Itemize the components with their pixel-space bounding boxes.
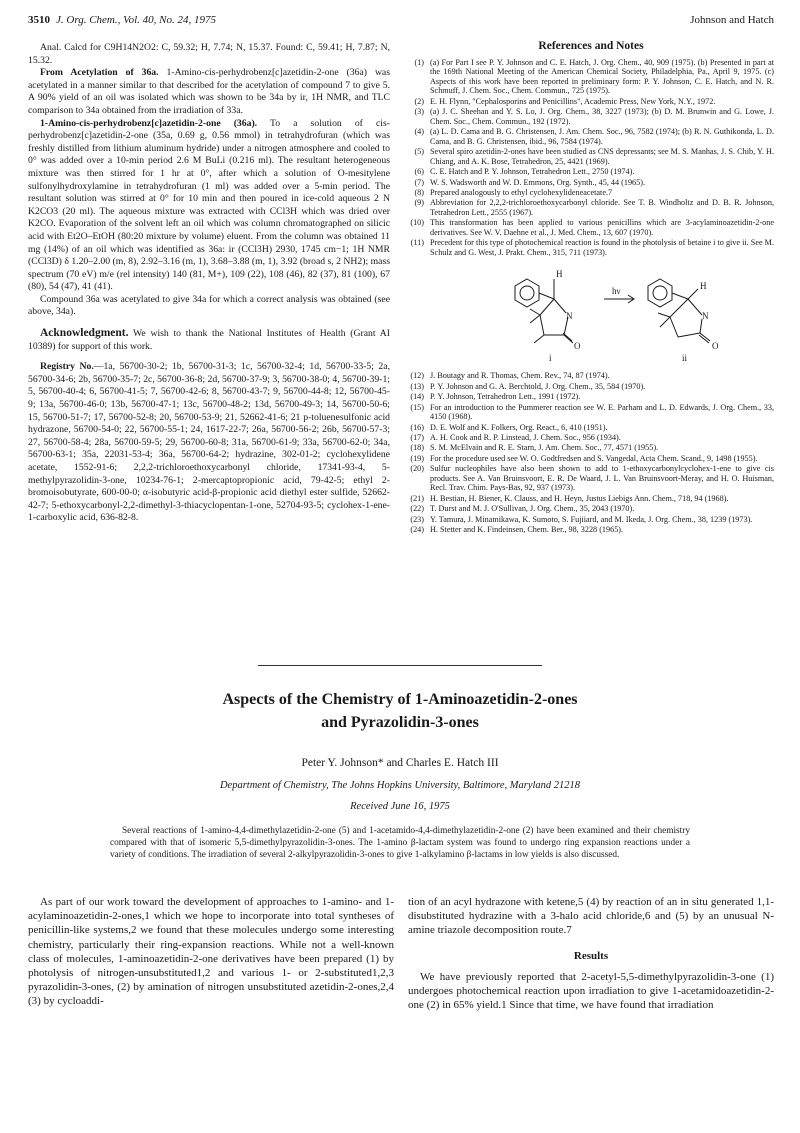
registry-heading: Registry No.	[40, 361, 94, 373]
reference-text: For an introduction to the Pummerer reaction see W. E. Parham and L. D. Edwards, J. Org. Chem., 33, 4150 (1968).	[430, 402, 774, 422]
reference-item	[408, 403, 774, 422]
reference-text: W. S. Wadsworth and W. D. Emmons, Org. Synth., 45, 44 (1965).	[430, 177, 646, 187]
article-abstract: Several reactions of 1-amino-4,4-dimethylazetidin-2-one (5) and 1-acetamido-4,4-dimethylazetidin-2-one (2) have been examined and their chemistry compared with that of isomeric 5,5-dimethylpyrazolidin-3-ones. The 1-amino β-lactam system was found to undergo ring expansion reactions under a variety of conditions. The irradiation of several 2-alkylpyrazolidin-3-ones to give 1-alkylamino β-lactams in low yields is also discussed.	[110, 826, 690, 861]
reference-text: (a) L. D. Cama and B. G. Christensen, J. Am. Chem. Soc., 96, 7582 (1974); (b) R. N. Guthikonda, L. D. Cama, and B. G. Christensen, ibid., 96, 7584 (1974).	[430, 127, 774, 146]
reference-item	[408, 382, 774, 392]
acetylation-text: 1-Amino-cis-perhydrobenz[c]azetidin-2-one (36a) was acetylated in a manner similar to that described for the acetylation of compound 7 to give 5. A 90% yield of an oil was isolated which was shown to be 34a by ir, 1H NMR, and TLC comparison to 34a obtained from the irradiation of 33a.	[28, 67, 391, 116]
reference-text: H. Bestian, H. Biener, K. Clauss, and H. Heyn, Justus Liebigs Ann. Chem., 718, 94 (1968).	[430, 493, 729, 503]
reference-item	[408, 97, 774, 107]
reference-text: Sulfur nucleophiles have also been shown to add to 1-ethoxycarbonylcyclohex-1-ene to give cis products. See A. Van Bruinsvoort, E. R. De Waard, J. L. Van Bruinsvoort-Meray, and H. O. Huisman, Recl. Trav. Chim. Pays-Bas, 92, 937 (1973).	[430, 464, 774, 493]
article-affiliation: Department of Chemistry, The Johns Hopkins University, Baltimore, Maryland 21218	[219, 780, 581, 791]
reference-number: (1)	[414, 57, 424, 67]
reference-list-b	[408, 371, 774, 534]
reference-text: Several spiro azetidin-2-ones have been studied as CNS depressants; see M. S. Manhas, J. S. Chib, Y. H. Chiang, and A. K. Bose, Tetrahedron, 25, 4421 (1969).	[430, 147, 774, 166]
reference-text: T. Durst and M. J. O'Sullivan, J. Org. Chem., 35, 2043 (1970).	[430, 504, 635, 514]
running-authors: Johnson and Hatch	[690, 14, 774, 26]
atom-n-ii: N	[702, 311, 709, 322]
experimental-column	[28, 42, 390, 525]
acetylation-paragraph	[28, 67, 390, 117]
article-title-line-1: Aspects of the Chemistry of 1-Aminoazetidin-2-ones	[222, 691, 578, 708]
reference-item	[408, 515, 774, 525]
references-column	[408, 42, 774, 535]
reference-item	[408, 525, 774, 535]
reference-number: (17)	[410, 432, 424, 442]
analysis-paragraph: Anal. Calcd for C9H14N2O2: C, 59.32; H, 7.74; N, 15.37. Found: C, 59.41; H, 7.87; N, 15.32.	[28, 42, 390, 66]
reference-text: For the procedure used see W. O. Godtfredsen and S. Vangedal, Acta Chem. Scand., 9, 1498 (1955).	[430, 453, 758, 463]
reference-item	[408, 58, 774, 96]
reference-number: (9)	[414, 198, 424, 208]
amino-paragraph	[28, 118, 390, 294]
reference-number: (11)	[410, 238, 424, 248]
reference-number: (24)	[410, 524, 424, 534]
reference-item	[408, 454, 774, 464]
article-divider	[258, 665, 542, 666]
reference-number: (23)	[410, 514, 424, 524]
reaction-scheme	[408, 267, 774, 363]
reference-item	[408, 371, 774, 381]
intro-continuation: tion of an acyl hydrazone with ketene,5 (4) by reaction of an in situ generated 1,1-disubstituted hydrazine with a 3-halo acid chloride,6 and (5) by an unusual N-amine triazole decomposition route.7	[408, 896, 774, 937]
reference-number: (3)	[414, 107, 424, 117]
reaction-scheme-svg	[408, 267, 774, 363]
results-paragraph: We have previously reported that 2-acetyl-5,5-dimethylpyrazolidin-3-one (1) undergoes photochemical reaction upon irradiation to give 1-acetamidoazetidin-2-one (2) in 65% yield.1 Since that time, we have found that irradiation	[408, 970, 774, 1012]
atom-n-i: N	[566, 311, 573, 322]
reference-item	[408, 127, 774, 146]
reference-text: Prepared analogously to ethyl cyclohexylideneacetate.7	[430, 187, 613, 197]
reference-text: This transformation has been applied to various penicillins which are 3-acylaminoazetidin-2-one derivatives. See W. V. Daehne et al., J. Med. Chem., 13, 607 (1970).	[430, 218, 774, 237]
reference-number: (14)	[410, 392, 424, 402]
article-title	[60, 688, 740, 734]
reference-number: (12)	[410, 371, 424, 381]
reference-number: (5)	[414, 147, 424, 157]
reference-text: (a) J. C. Sheehan and Y. S. Lo, J. Org. Chem., 38, 3227 (1973); (b) D. M. Brunwin and G. Lowe, J. Chem. Soc., Chem. Commun., 192 (1972).	[430, 107, 774, 126]
acknowledgment-heading: Acknowledgment.	[40, 327, 129, 340]
structure-label-i: i	[549, 353, 552, 364]
atom-h-ii: H	[700, 281, 707, 292]
compound-paragraph: Compound 36a was acetylated to give 34a for which a correct analysis was obtained (see above, 34a).	[28, 293, 390, 318]
amino-text: To a solution of cis-perhydrobenz[c]azetidin-2-one (35a, 0.69 g, 0.56 mmol) in tetrahydrofuran (which was freshly distilled from lithium aluminum hydride) under a nitrogen atmosphere and cooled to 0° was added over a 10-min period 2.6 M BuLi (0.216 ml). The resultant heterogeneous mixture was then stirred for 1 hr at 0°, after which a solution of O-mesitylene sulfonylhydroxylamine in tetrahydrofuran (1 ml) was added over a 5-min period. The resultant solution was stirred at 0° for 10 min and then poured in ice-cold aqueous 2 N K2CO3 (20 ml). The aqueous mixture was extracted with CCl3H which was dried over K2CO. Evaporation of the solvent left an oil which was column chromatographed on silicic acid with Et2O–EtOH (80:20 mixture by volume) eluent. From the column was obtained 11 mg (14%) of an oil which was identified as 36a: ir (CCl3H) 2930, 1745 cm−1; 1H NMR (CCl3D) δ 1.20–2.00 (m, 8), 2.92–3.16 (m, 1), 3.68–3.88 (m, 1), 3.92 (broad s, 2 NH2); mass spectrum (70 eV) m/e (rel intensity) 140 (81, M+), 109 (22), 108 (46), 82 (37), 81 (100), 67 (80), 54 (47), 41 (41).	[28, 117, 390, 293]
acetylation-heading: From Acetylation of 36a.	[40, 67, 159, 79]
reference-number: (13)	[410, 381, 424, 391]
reference-item	[408, 392, 774, 402]
reference-list-a	[408, 58, 774, 258]
article-authors: Peter Y. Johnson* and Charles E. Hatch III	[301, 757, 499, 769]
reference-item	[408, 188, 774, 198]
acknowledgment-paragraph	[28, 327, 390, 353]
atom-h-i: H	[556, 269, 563, 280]
article-title-line-2: and Pyrazolidin-3-ones	[321, 714, 479, 731]
reference-number: (6)	[414, 167, 424, 177]
reference-item	[408, 238, 774, 257]
reference-item	[408, 464, 774, 493]
reference-item	[408, 433, 774, 443]
amino-heading: 1-Amino-cis-perhydrobenz[c]azetidin-2-one (36a).	[40, 117, 258, 129]
reference-item	[408, 147, 774, 166]
reference-item	[408, 178, 774, 188]
results-heading: Results	[573, 949, 609, 962]
registry-text: —1a, 56700-30-2; 1b, 56700-31-3; 1c, 56700-32-4; 1d, 56700-33-5; 2a, 56700-34-6; 2b, 56700-35-7; 2c, 56700-36-8; 2d, 56700-37-9; 3, 56700-38-0; 4, 56700-39-1; 5, 56700-40-4; 6, 56700-41-5; 7, 56700-42-6; 8, 56700-43-7; 9, 56700-44-8; 12, 56700-45-9; 13a, 56700-46-0; 13b, 56700-47-1; 13c, 56700-48-2; 13d, 56700-49-3; 14, 56700-50-6; 15, 56700-51-7; 17, 56700-52-8; 20, 56700-53-9; 21, 52662-41-6; 21 p-toluenesulfonic acid hydrazone, 56700-54-0; 22, 56700-55-1; 24, 1617-22-7; 26a, 56700-56-2; 26b, 56700-57-3; 27, 56700-58-4; 28a, 56700-59-5; 29, 56700-60-8; 31a, 56700-61-9; 33a, 56700-62-0; 34a, 56700-63-1; 35a, 22031-53-4; 36a, 56700-64-2; hydrazine, 302-01-2; cyclohexylidene acetate, 1552-91-6; 2,2,2-trichloroethoxycarbonyl chloride, 17341-93-4, 5-methylpyrazolidin-3-one, 10234-76-1; 2-mercaptopropionic acid, 79-42-5; ethyl 2-bromoisobutyrate, 600-00-0; α-isobutyric acid-β-propionic acid diethyl ester sulfide, 52662-42-7; 5-ethoxycarbonyl-2,2-dimethyl-3-thiacyclopentan-1-one, 52704-93-5; cyclohex-1-ene-1-carboxylic acid, 636-82-8.	[28, 361, 390, 524]
reference-number: (16)	[410, 422, 424, 432]
reference-number: (21)	[410, 493, 424, 503]
reference-text: (a) For Part I see P. Y. Johnson and C. E. Hatch, J. Org. Chem., 40, 909 (1975). (b) Presented in part at the 169th National Meeting of the American Chemical Society, Philadelphia, Pa., April 9, 1975. (c) Aspects of this work have been reported in preliminary form: P. Y. Johnson, C. E. Hatch, and N. R. Schmuff, J. Chem. Soc., Chem. Commun., 725 (1975).	[430, 57, 774, 96]
reference-number: (8)	[414, 187, 424, 197]
phenyl-ring-i	[515, 279, 539, 307]
running-header	[28, 14, 774, 30]
reference-text: D. E. Wolf and K. Folkers, Org. React., 6, 410 (1951).	[430, 422, 608, 432]
reference-text: S. M. McElvain and R. E. Starn, J. Am. Chem. Soc., 77, 4571 (1955).	[430, 443, 659, 453]
phenyl-ring-ii	[648, 279, 672, 307]
reference-text: J. Boutagy and R. Thomas, Chem. Rev., 74, 87 (1974).	[430, 371, 610, 381]
reference-number: (2)	[414, 96, 424, 106]
acknowledgment-text: We wish to thank the National Institutes of Health (Grant AI 10389) for support of this work.	[28, 328, 390, 352]
article-received-date: Received June 16, 1975	[350, 801, 450, 812]
atom-o-ii: O	[712, 341, 719, 352]
reference-text: Precedent for this type of photochemical reaction is found in the photolysis of betaine i to give ii. See M. Schulz and G. West, J. Prakt. Chem., 315, 711 (1973).	[430, 238, 774, 257]
hv-label: hν	[612, 286, 621, 297]
intro-paragraph: As part of our work toward the development of approaches to 1-amino- and 1-acylaminoazetidin-2-ones,1 which we hope to incorporate into total syntheses of penicillin-like systems,2 we found that these molecules undergo some interesting chemistry, particularly their ring-expansion reactions. While not a well-known class of molecules, 1-aminoazetidin-2-one derivatives have been prepared (1) by photolysis of nitrogen-unsubstituted1,2 and various 1- or 2-substituted1,2,3 pyrazolidin-3-ones, (2) by amination of nitrogen unsubstituted azetidin-2-ones,2,4 (3) by cycloaddi-	[28, 896, 394, 1008]
structure-label-ii: ii	[682, 353, 688, 364]
reference-text: C. E. Hatch and P. Y. Johnson, Tetrahedron Lett., 2750 (1974).	[430, 167, 635, 177]
reference-item	[408, 504, 774, 514]
registry-paragraph	[28, 361, 390, 525]
reference-number: (15)	[410, 402, 424, 412]
journal-citation: J. Org. Chem., Vol. 40, No. 24, 1975	[56, 14, 217, 26]
reference-text: Y. Tamura, J. Minamikawa, K. Sumoto, S. Fujiiard, and M. Ikeda, J. Org. Chem., 38, 1239 (1973).	[430, 514, 753, 524]
references-heading: References and Notes	[538, 40, 644, 52]
atom-o-i: O	[574, 341, 581, 352]
reference-number: (10)	[410, 218, 424, 228]
reference-number: (20)	[410, 464, 424, 474]
reference-number: (18)	[410, 443, 424, 453]
reference-text: P. Y. Johnson and G. A. Berchtold, J. Org. Chem., 35, 584 (1970).	[430, 381, 646, 391]
reference-item	[408, 494, 774, 504]
reference-text: P. Y. Johnson, Tetrahedron Lett., 1991 (1972).	[430, 392, 581, 402]
reference-item	[408, 218, 774, 237]
body-column-left	[28, 895, 394, 1009]
reference-text: E. H. Flynn, "Cephalosporins and Penicillins", Academic Press, New York, N.Y., 1972.	[430, 96, 716, 106]
reference-number: (22)	[410, 504, 424, 514]
reference-text: Abbreviation for 2,2,2-trichloroethoxycarbonyl chloride. See T. B. Windholtz and D. B. R. Johnson, Tetrahedron Lett., 2555 (1967).	[430, 198, 774, 217]
reference-number: (19)	[410, 453, 424, 463]
reference-number: (7)	[414, 177, 424, 187]
reference-number: (4)	[414, 127, 424, 137]
reference-item	[408, 423, 774, 433]
reference-item	[408, 107, 774, 126]
reference-item	[408, 443, 774, 453]
body-column-right	[408, 895, 774, 1012]
page-number: 3510	[28, 14, 50, 26]
reference-item	[408, 167, 774, 177]
reference-text: A. H. Cook and R. P. Linstead, J. Chem. Soc., 956 (1934).	[430, 432, 621, 442]
reference-text: H. Stetter and K. Findeinsen, Chem. Ber., 98, 3228 (1965).	[430, 524, 624, 534]
reference-item	[408, 198, 774, 217]
